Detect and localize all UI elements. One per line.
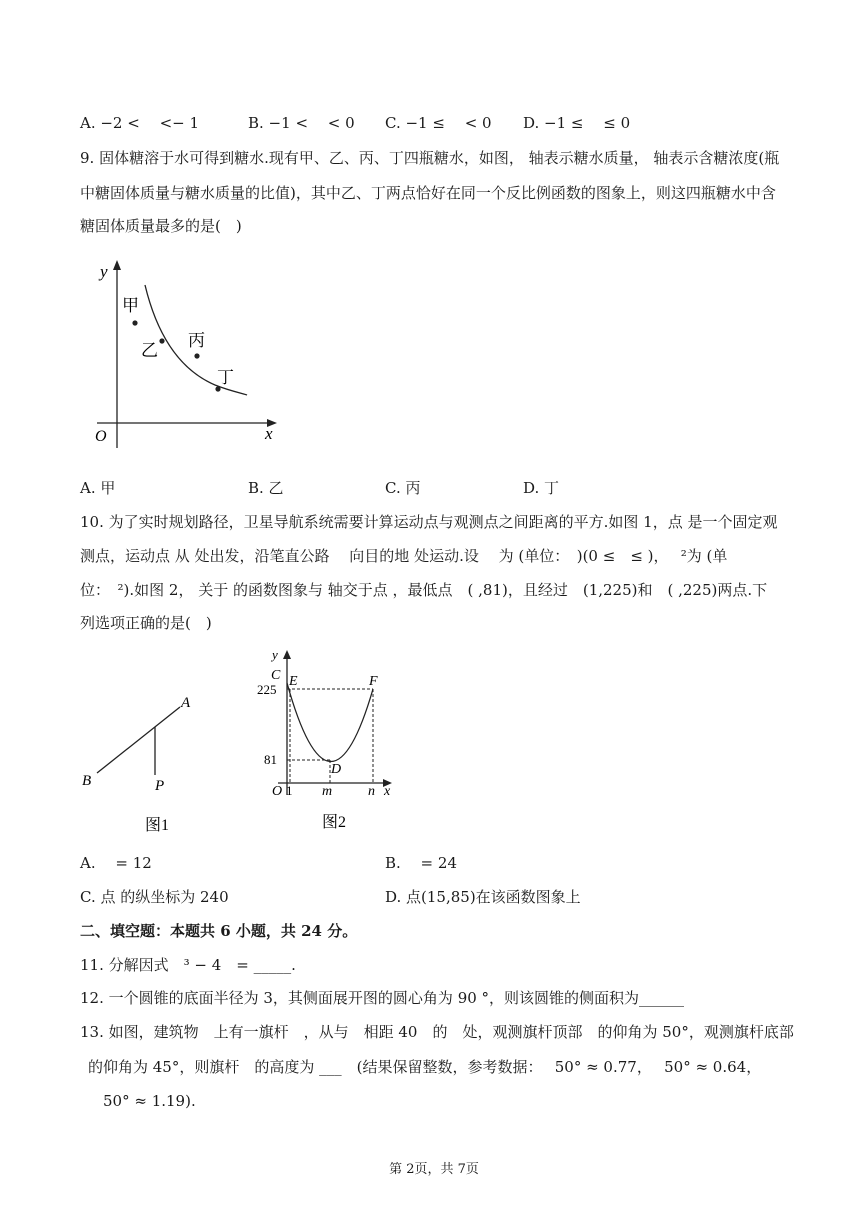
page-footer: 第 2页，共 7页 — [389, 1162, 479, 1177]
q10-fig2-tick-81: 81 — [264, 752, 277, 767]
q10-fig2-caption: 图2 — [322, 814, 347, 831]
q13-line-3: 50° ≈ 1.19). — [103, 1092, 196, 1110]
q9-label-jia: 甲 — [122, 296, 139, 315]
q10-label-a: A — [181, 695, 191, 711]
q10-label-b: B — [82, 773, 92, 789]
q12-text: 12. 一个圆锥的底面半径为 3，其侧面展开图的圆心角为 90 °，则该圆锥的侧面积为______ — [80, 989, 685, 1007]
q9-point-bing — [194, 353, 199, 358]
q10-option-c: C. 点 的纵坐标为 240 — [80, 888, 229, 906]
q13-line-1: 13. 如图，建筑物 上有一旗杆 ，从与 相距 40 的 处，观测旗杆顶部 的仰角为 50°，观测旗杆底部 — [80, 1023, 794, 1041]
q9-option-a: A. 甲 — [80, 479, 116, 497]
q10-fig2-tick-225: 225 — [257, 682, 277, 697]
q8-option-d: D. −1 ≤ ≤ 0 — [523, 114, 631, 132]
q11-text: 11. 分解因式 ³ − 4 = _____. — [80, 956, 296, 974]
q10-figure-2 — [250, 645, 410, 845]
q10-option-a: A. = 12 — [80, 854, 152, 872]
q10-line-1: 10. 为了实时规划路径，卫星导航系统需要计算运动点与观测点之间距离的平方.如图 1，点 是一个固定观 — [80, 513, 778, 531]
q10-fig2-tick-m: m — [322, 784, 333, 799]
q10-option-d: D. 点(15,85)在该函数图象上 — [385, 888, 581, 906]
q9-x-label: x — [265, 424, 273, 443]
q10-fig2-y-label: y — [272, 647, 278, 662]
q9-y-label: y — [100, 262, 108, 281]
q10-option-b: B. = 24 — [385, 854, 457, 872]
q9-option-b: B. 乙 — [248, 479, 284, 497]
q9-point-yi — [159, 338, 164, 343]
q10-fig2-origin: O — [272, 784, 283, 799]
q10-fig1-caption: 图1 — [145, 817, 170, 834]
q10-fig2-label-f: F — [369, 674, 378, 689]
q9-line-2: 中糖固体质量与糖水质量的比值)，其中乙、丁两点恰好在同一个反比例函数的图象上，则这四瓶糖水中含 — [80, 184, 776, 202]
q10-label-p: P — [155, 778, 165, 794]
q10-line-2: 测点，运动点 从 处出发，沿笔直公路 向目的地 处运动.设 为 (单位： )(0 ≤ ≤ )， ²为 (单 — [80, 547, 728, 565]
q9-point-ding — [215, 386, 220, 391]
q8-option-b: B. −1 < < 0 — [248, 114, 355, 132]
section-heading: 二、填空题：本题共 6 小题，共 24 分。 — [80, 922, 358, 940]
q10-figure-1 — [75, 685, 215, 845]
q10-fig2-label-c: C — [271, 668, 281, 683]
q9-option-d: D. 丁 — [523, 479, 560, 497]
q9-label-yi: 乙 — [141, 341, 158, 360]
q10-fig2-label-d: D — [331, 762, 342, 777]
q10-road-ab — [97, 707, 180, 773]
q9-origin-label: O — [95, 428, 107, 445]
q10-fig2-label-e: E — [289, 674, 298, 689]
q13-line-2: 的仰角为 45°，则旗杆 的高度为 ___ (结果保留整数，参考数据： 50° ≈ 0.77， 50° ≈ 0.64， — [88, 1058, 762, 1076]
q8-option-a: A. −2 < <− 1 — [80, 114, 200, 132]
q10-line-3: 位： ²).如图 2， 关于 的函数图象与 轴交于点 ，最低点 ( ,81)，且经过 (1,225)和 ( ,225)两点.下 — [80, 581, 768, 599]
q9-line-1: 9. 固体糖溶于水可得到糖水.现有甲、乙、丙、丁四瓶糖水，如图， 轴表示糖水质量， 轴表示含糖浓度(瓶 — [80, 149, 780, 167]
q9-point-jia — [132, 320, 137, 325]
q10-fig2-tick-1: 1 — [286, 783, 293, 798]
q10-fig2-tick-n: n — [368, 784, 375, 799]
q10-fig2-y-arrow — [283, 650, 291, 659]
q9-option-c: C. 丙 — [385, 479, 421, 497]
q10-line-4: 列选项正确的是( ) — [80, 614, 212, 632]
q8-option-c: C. −1 ≤ < 0 — [385, 114, 492, 132]
q9-y-arrow — [113, 260, 121, 270]
q10-fig2-parabola — [287, 683, 373, 762]
q9-label-bing: 丙 — [188, 331, 205, 350]
q10-fig2-x-label: x — [384, 784, 391, 799]
q9-line-3: 糖固体质量最多的是( ) — [80, 217, 242, 235]
q9-figure — [85, 255, 285, 455]
q9-label-ding: 丁 — [217, 368, 234, 387]
